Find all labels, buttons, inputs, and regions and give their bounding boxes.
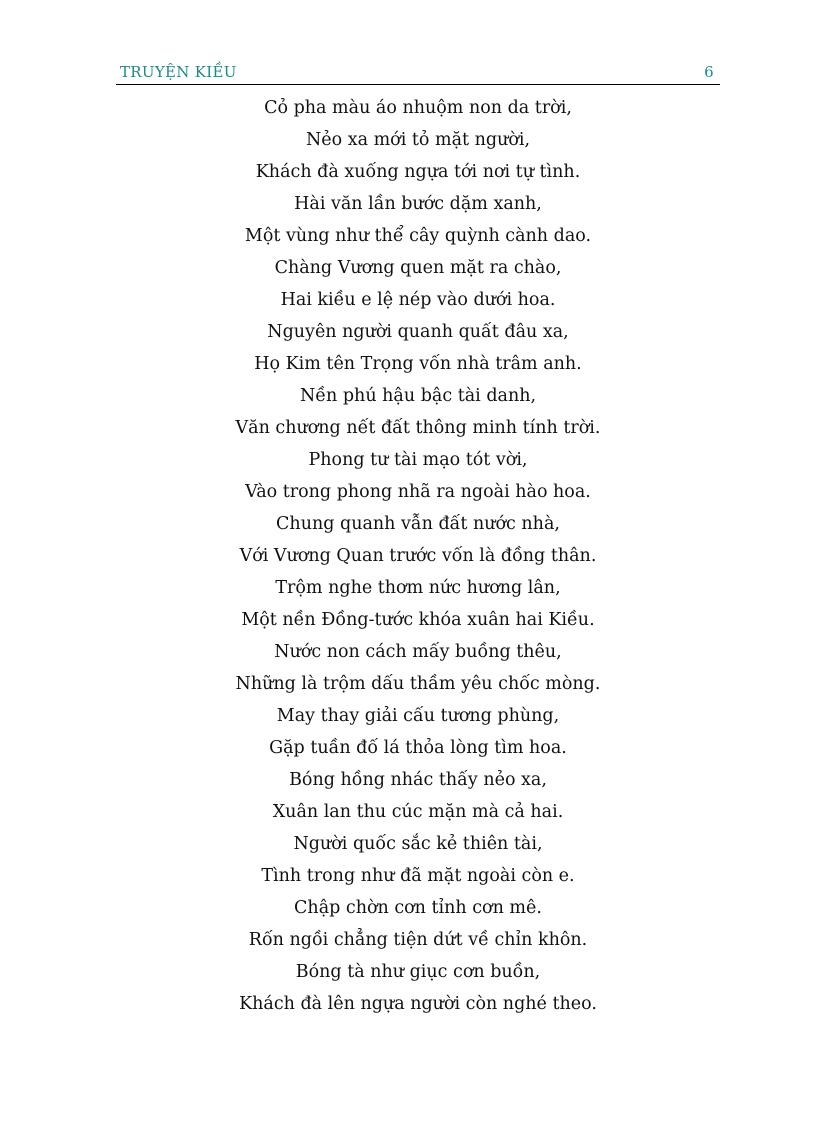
poem-line: Bóng hồng nhác thấy nẻo xa, [289,770,547,790]
poem-line: Nguyên người quanh quất đâu xa, [267,322,569,342]
poem-line: Cỏ pha màu áo nhuộm non da trời, [264,98,572,118]
poem-line: Tình trong như đã mặt ngoài còn e. [261,866,575,886]
poem-line: Chàng Vương quen mặt ra chào, [274,258,562,278]
poem-line: Với Vương Quan trước vốn là đồng thân. [239,546,597,566]
poem-line: Hài văn lần bước dặm xanh, [294,194,542,214]
poem-line: Nền phú hậu bậc tài danh, [299,386,537,406]
poem-line: Xuân lan thu cúc mặn mà cả hai. [272,802,564,822]
poem-line: May thay giải cấu tương phùng, [276,706,560,726]
running-header [116,62,720,85]
poem-line: Người quốc sắc kẻ thiên tài, [293,834,543,854]
poem-line: Trộm nghe thơm nức hương lân, [275,578,561,598]
poem-line: Rốn ngồi chẳng tiện dứt về chỉn khôn. [248,930,588,950]
poem-line: Khách đà xuống ngựa tới nơi tự tình. [255,162,581,182]
poem-line: Một nền Đồng-tước khóa xuân hai Kiều. [241,610,595,630]
poem-line: Khách đà lên ngựa người còn nghé theo. [239,994,597,1014]
poem-line: Họ Kim tên Trọng vốn nhà trâm anh. [254,354,582,374]
poem-line: Gặp tuần đố lá thỏa lòng tìm hoa. [269,738,567,758]
poem-line: Chung quanh vẫn đất nước nhà, [276,514,560,534]
page-number: 6 [704,63,714,81]
poem-line: Chập chờn cơn tỉnh cơn mê. [294,898,542,918]
poem-line: Vào trong phong nhã ra ngoài hào hoa. [245,482,591,502]
poem-line: Nẻo xa mới tỏ mặt người, [305,130,531,150]
poem-body [116,92,720,1020]
poem-line: Một vùng như thể cây quỳnh cành dao. [244,226,592,246]
poem-line: Bóng tà như giục cơn buồn, [295,962,541,982]
header-title: TRUYỆN KIỀU [120,63,237,81]
poem-line: Phong tư tài mạo tót vời, [308,450,528,470]
poem-line: Văn chương nết đất thông minh tính trời. [235,418,601,438]
poem-line: Hai kiều e lệ nép vào dưới hoa. [280,290,556,310]
poem-line: Nước non cách mấy buồng thêu, [274,642,562,662]
poem-line: Những là trộm dấu thầm yêu chốc mòng. [235,674,601,694]
